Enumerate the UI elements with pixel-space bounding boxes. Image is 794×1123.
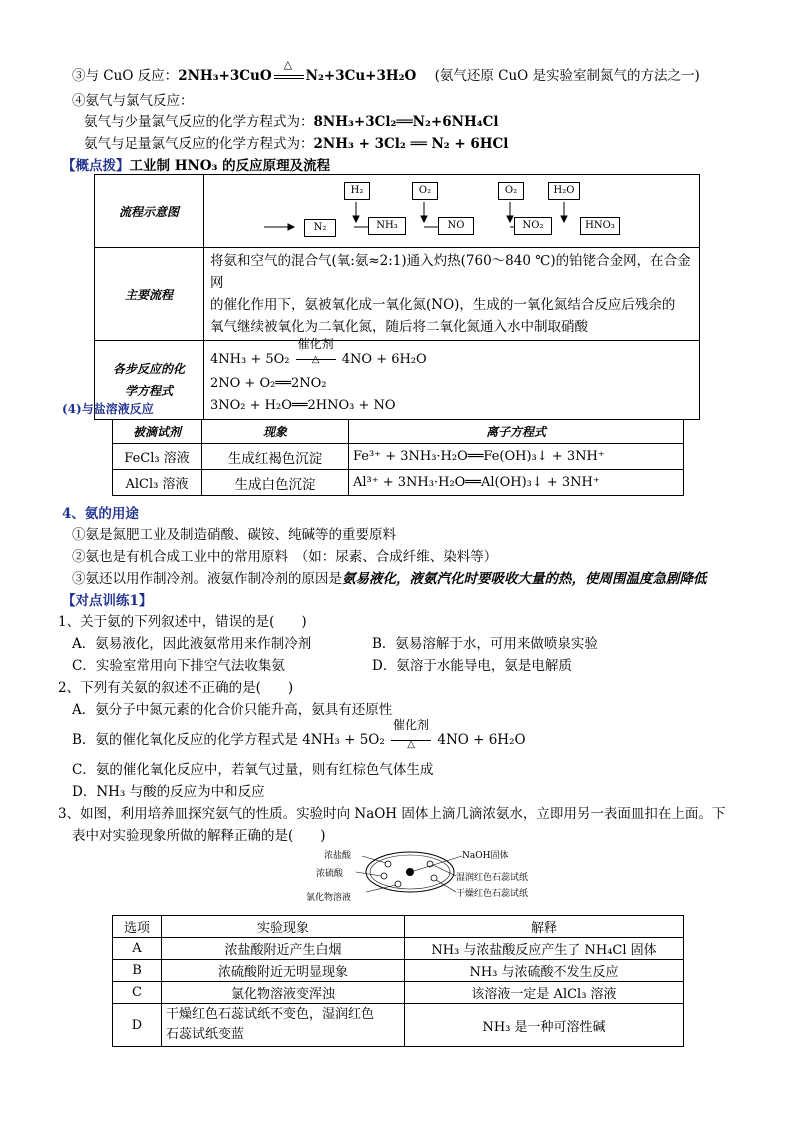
main-process-text: [204, 248, 700, 341]
table-row: [113, 960, 684, 982]
q2-option-b: [72, 718, 526, 750]
equations-cell: [204, 337, 700, 420]
label-wet-paper: 湿润红色石蕊试纸: [456, 873, 529, 883]
q1-option-b: B．氨易溶解于水，可用来做喷泉实验: [372, 636, 598, 652]
flow-arrows: [208, 176, 698, 246]
q2-stem: 2、下列有关氨的叙述不正确的是( ): [58, 680, 294, 696]
cuo-prefix: ③与 CuO 反应：: [72, 68, 179, 84]
heat-label: △: [311, 354, 320, 365]
equation-1: [210, 337, 693, 373]
process-line: 的催化作用下，氨被氧化成一氧化氮(NO)，生成的一氧化氮结合反应后残余的: [210, 297, 676, 313]
hno3-section-heading: [62, 154, 330, 174]
option-cell: A: [113, 938, 162, 960]
cuo-reaction-line: [72, 58, 700, 84]
col-header: 选项: [113, 916, 162, 938]
col-header: 解释: [405, 916, 684, 938]
process-line: 氧气继续被氧化为二氧化氮，随后将二氧化氮通入水中制取硝酸: [210, 319, 588, 335]
flow-top-box: H₂: [344, 182, 370, 200]
table-row: [113, 470, 684, 496]
chlorine-small-eq: 8NH₃+3Cl₂══N₂+6NH₄Cl: [313, 114, 499, 130]
col-header: 离子方程式: [349, 420, 684, 444]
table-row: [113, 982, 684, 1004]
option-cell: D: [113, 1004, 162, 1047]
label-h2so4: 浓硫酸: [316, 869, 344, 879]
col-header: 现象: [202, 420, 349, 444]
phenomenon-cell: 生成红褐色沉淀: [202, 444, 349, 470]
explanation-cell: NH₃ 与浓盐酸反应产生了 NH₄Cl 固体: [405, 938, 684, 960]
reagent-cell: AlCl₃ 溶液: [113, 470, 202, 496]
cuo-eq-left: 2NH₃+3CuO: [178, 68, 272, 84]
heat-condition: [272, 58, 306, 84]
main-process-label: 主要流程: [95, 248, 204, 341]
heat-symbol: △: [283, 58, 293, 71]
q3-stem-line1: 3、如图，利用培养皿探究氨气的性质。实验时向 NaOH 固体上滴几滴浓氨水，立即用另一表面皿扣在上面。下: [58, 806, 726, 822]
phenomenon-cell: 浓硫酸附近无明显现象: [162, 960, 405, 982]
flow-bottom-box: NO₂: [514, 217, 552, 235]
phenomenon-line: 石蕊试纸变蓝: [166, 1027, 245, 1042]
cuo-eq-right: N₂+3Cu+3H₂O: [305, 68, 417, 84]
flow-bottom-box: NO: [438, 217, 474, 235]
q2-b-prefix: B．氨的催化氧化反应的化学方程式是 4NH₃ + 5O₂: [72, 732, 385, 748]
catalyst-label: 催化剂: [393, 718, 430, 732]
label-naoh: NaOH固体: [462, 851, 509, 861]
equation-2: 2NO + O₂══2NO₂: [210, 376, 327, 391]
equations-label-line: 学方程式: [124, 384, 173, 398]
explanation-cell: NH₃ 与浓硫酸不发生反应: [405, 960, 684, 982]
phenomenon-cell: 浓盐酸附近产生白烟: [162, 938, 405, 960]
explanation-cell: 该溶液一定是 AlCl₃ 溶液: [405, 982, 684, 1004]
eq1-left: 4NH₃ + 5O₂: [210, 352, 290, 367]
chlorine-small-line: [84, 110, 499, 130]
hno3-flow-table: [94, 174, 700, 420]
equations-label-line: 各步反应的化: [112, 362, 185, 376]
use-item: ①氨是氮肥工业及制造硝酸、碳铵、纯碱等的重要原料: [72, 527, 396, 543]
q2-b-right: 4NO + 6H₂O: [437, 732, 526, 748]
section-title: 工业制 HNO₃ 的反应原理及流程: [129, 158, 331, 174]
phenomenon-cell: [162, 1004, 405, 1047]
equation-cell: Fe³⁺ + 3NH₃·H₂O══Fe(OH)₃↓ + 3NH⁺: [349, 444, 684, 470]
chlorine-large-eq: 2NH₃ + 3Cl₂ ══ N₂ + 6HCl: [313, 136, 509, 152]
flow-diagram-cell: [204, 175, 700, 248]
q2-option-c: C．氨的催化氧化反应中，若氧气过量，则有红棕色气体生成: [72, 762, 434, 778]
flow-top-box: O₂: [412, 182, 438, 200]
eq1-right: 4NO + 6H₂O: [341, 352, 427, 367]
phenomenon-line: 干燥红色石蕊试纸不变色，湿润红色: [166, 1007, 375, 1022]
chlorine-heading: ④氨气与氯气反应：: [72, 93, 194, 109]
chlorine-large-prefix: 氨气与足量氯气反应的化学方程式为：: [84, 136, 314, 152]
label-chloride: 氯化物溶液: [306, 893, 352, 903]
q3-stem-line2: 表中对实验现象所做的解释正确的是( ): [72, 828, 326, 844]
table-row: [113, 444, 684, 470]
catalyst-label: 催化剂: [297, 337, 334, 351]
use-item-3: [72, 567, 707, 587]
salt-reaction-table: [112, 419, 684, 496]
option-cell: B: [113, 960, 162, 982]
equation-3: 3NO₂ + H₂O══2HNO₃ + NO: [210, 398, 396, 413]
q1-option-a: A．氨易液化，因此液氨常用来作制冷剂: [72, 636, 312, 652]
practice-tag: 【对点训练1】: [62, 593, 153, 609]
use-item-3-prefix: ③氨还以用作制冷剂。液氨作制冷剂的原因是: [72, 571, 342, 587]
q1-option-d: D．氨溶于水能导电，氨是电解质: [372, 658, 572, 674]
q1-option-c: C．实验室常用向下排空气法收集氨: [72, 658, 285, 674]
explanation-cell: NH₃ 是一种可溶性碱: [405, 1004, 684, 1047]
reagent-cell: FeCl₃ 溶液: [113, 444, 202, 470]
q2-option-d: D．NH₃ 与酸的反应为中和反应: [72, 784, 265, 800]
flow-top-box: H₂O: [548, 182, 580, 200]
use-item: ②氨也是有机合成工业中的常用原料 （如：尿素、合成纤维、染料等）: [72, 549, 498, 565]
phenomenon-cell: 氯化物溶液变浑浊: [162, 982, 405, 1004]
section-tag: 【概点拨】: [62, 158, 130, 174]
q1-stem: 1、关于氨的下列叙述中，错误的是( ): [58, 614, 307, 630]
flow-top-box: O₂: [498, 182, 524, 200]
flow-diagram-label: 流程示意图: [95, 175, 204, 248]
petri-dish-figure: [306, 846, 530, 904]
q2-option-a: A．氨分子中氮元素的化合价只能升高，氨具有还原性: [72, 702, 393, 718]
table-row: [113, 938, 684, 960]
col-header: 实验现象: [162, 916, 405, 938]
option-cell: C: [113, 982, 162, 1004]
flow-bottom-box: HNO₃: [580, 217, 620, 235]
q3-answer-table: [112, 915, 684, 1047]
chlorine-small-prefix: 氨气与少量氯气反应的化学方程式为：: [84, 114, 314, 130]
phenomenon-cell: 生成白色沉淀: [202, 470, 349, 496]
catalyst-condition: [389, 718, 433, 750]
uses-title: 4、氨的用途: [62, 506, 139, 522]
equation-cell: Al³⁺ + 3NH₃·H₂O══Al(OH)₃↓ + 3NH⁺: [349, 470, 684, 496]
heat-label: △: [407, 739, 415, 750]
flow-bottom-box: NH₃: [368, 217, 406, 235]
table-row: [113, 1004, 684, 1047]
flow-bottom-box: N₂: [304, 219, 336, 237]
label-hcl: 浓盐酸: [324, 851, 352, 861]
cuo-note: (氨气还原 CuO 是实验室制氮气的方法之一): [434, 68, 700, 84]
label-dry-paper: 干燥红色石蕊试纸: [456, 889, 529, 899]
process-line: 将氨和空气的混合气(氧:氨≈2:1)通入灼热(760～840 ℃)的铂铑合金网，在合金网: [210, 253, 691, 291]
chlorine-large-line: [84, 132, 508, 152]
salt-section-title: (4)与盐溶液反应: [62, 402, 154, 416]
catalyst-condition: [294, 337, 338, 371]
flow-diagram: [208, 176, 695, 246]
col-header: 被滴试剂: [113, 420, 202, 444]
use-item-3-reason: 氨易液化，液氨汽化时要吸收大量的热，使周围温度急剧降低: [342, 571, 707, 587]
